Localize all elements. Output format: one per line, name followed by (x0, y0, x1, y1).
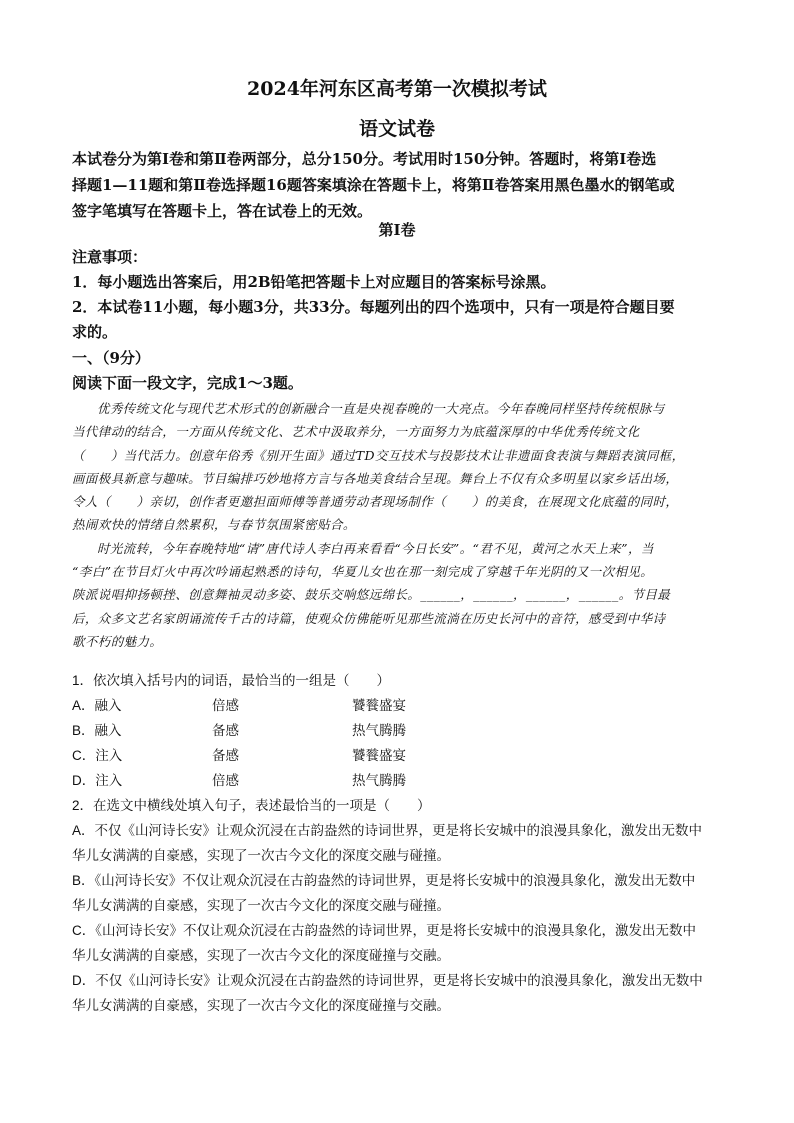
question-2-option-a-cont: 华儿女满满的自豪感，实现了一次古今文化的深度交融与碰撞。 (72, 848, 450, 863)
section-block (72, 346, 722, 396)
passage-line: 优秀传统文化与现代艺术形式的创新融合一直是央视春晚的一大亮点。今年春晚同样坚持传统根脉与 (97, 401, 665, 416)
passage-line: 后，众多文艺名家朗诵流传千古的诗篇，使观众仿佛能听见那些流淌在历史长河中的音符，感受到中华诗 (72, 610, 666, 626)
passage-line: 热闹欢快的情绪自然累积，与春节氛围紧密贴合。 (72, 517, 356, 533)
question-1-stem: 1．依次填入括号内的词语，最恰当的一组是（ ） (72, 673, 391, 688)
notes-block (72, 245, 722, 345)
question-1-option-b[interactable] (72, 718, 724, 743)
option-word-1: B．融入 (72, 723, 122, 738)
passage-line: 时光流转，今年春晚特地“请”唐代诗人李白再来看看“今日长安”。“君不见，黄河之水天上来”，当 (97, 540, 654, 556)
question-2-option-d[interactable]: D．不仅《山河诗长安》让观众沉浸在古韵盎然的诗词世界，更是将长安城中的浪漫具象化，激发出无数中 (72, 973, 703, 988)
option-word-2: 倍感 (212, 698, 239, 713)
passage-line: “李白”在节目灯火中再次吟诵起熟悉的诗句，华夏儿女也在那一刻完成了穿越千年光阴的又一次相见。 (72, 564, 654, 580)
intro-line: 签字笔填写在答题卡上，答在试卷上的无效。 (72, 202, 373, 220)
exam-intro (72, 146, 722, 224)
question-1-option-d[interactable] (72, 768, 724, 793)
question-2-option-c[interactable]: C．《山河诗长安》不仅让观众沉浸在古韵盎然的诗词世界，更是将长安城中的浪漫具象化，激发出无数中 (72, 923, 696, 938)
passage-line: 当代律动的结合，一方面从传统文化、艺术中汲取养分，一方面努力为底蕴深厚的中华优秀传统文化 (72, 424, 640, 440)
option-word-3: 热气腾腾 (352, 723, 406, 738)
part-label: 第Ⅰ卷 (378, 221, 416, 239)
question-2-option-c-cont: 华儿女满满的自豪感，实现了一次古今文化的深度碰撞与交融。 (72, 948, 450, 963)
passage-line: 陕派说唱抑扬顿挫、创意舞袖灵动多姿、鼓乐交响悠远绵长。______，______，______，______。节目最 (72, 587, 671, 603)
option-word-2: 备感 (212, 723, 239, 738)
option-word-1: A．融入 (72, 698, 122, 713)
note-item: 求的。 (72, 323, 118, 341)
passage-line: 画面极具新意与趣味。节目编排巧妙地将方言与各地美食结合呈现。舞台上不仅有众多明星以家乡话出场， (72, 470, 679, 486)
option-word-3: 热气腾腾 (352, 773, 406, 788)
questions-block (72, 668, 724, 1018)
option-word-2: 备感 (212, 748, 239, 763)
note-item: 1．每小题选出答案后，用2B铅笔把答题卡上对应题目的答案标号涂黑。 (72, 273, 556, 291)
question-2-option-d-cont: 华儿女满满的自豪感，实现了一次古今文化的深度碰撞与交融。 (72, 998, 450, 1013)
notes-heading: 注意事项： (72, 248, 148, 266)
section-heading: 一、（9分） (72, 349, 150, 367)
option-word-1: C．注入 (72, 748, 123, 763)
note-item: 2．本试卷11小题，每小题3分，共33分。每题列出的四个选项中，只有一项是符合题目要 (72, 298, 675, 316)
intro-line: 本试卷分为第Ⅰ卷和第Ⅱ卷两部分，总分150分。考试用时150分钟。答题时，将第Ⅰ卷选 (72, 150, 657, 168)
question-2-option-a[interactable]: A．不仅《山河诗长安》让观众沉浸在古韵盎然的诗词世界，更是将长安城中的浪漫具象化，激发出无数中 (72, 823, 703, 838)
intro-line: 择题1—11题和第Ⅱ卷选择题16题答案填涂在答题卡上，将第Ⅱ卷答案用黑色墨水的钢笔或 (72, 176, 675, 194)
exam-subtitle: 语文试卷 (358, 118, 435, 140)
question-2-option-b-cont: 华儿女满满的自豪感，实现了一次古今文化的深度交融与碰撞。 (72, 898, 450, 913)
exam-title: 2024年河东区高考第一次模拟考试 (247, 78, 547, 100)
option-word-3: 饕餮盛宴 (352, 698, 406, 713)
question-2-option-b[interactable]: B．《山河诗长安》不仅让观众沉浸在古韵盎然的诗词世界，更是将长安城中的浪漫具象化，激发出无数中 (72, 873, 696, 888)
section-instruction: 阅读下面一段文字，完成1～3题。 (72, 374, 303, 392)
passage-line: （ ）当代活力。创意年俗秀《别开生面》通过TD交互技术与投影技术让非遗面食表演与舞蹈表演同框， (72, 447, 685, 463)
passage-line: 令人（ ）亲切，创作者更邀担面师傅等普通劳动者现场制作（ ）的美食，在展现文化底蕴的同时， (72, 494, 679, 510)
option-word-3: 饕餮盛宴 (352, 748, 406, 763)
passage-line: 歌不朽的魅力。 (72, 633, 163, 649)
question-1-option-c[interactable] (72, 743, 724, 768)
question-1-option-a[interactable] (72, 693, 724, 718)
reading-passage (72, 397, 724, 653)
option-word-2: 倍感 (212, 773, 239, 788)
question-2-stem: 2．在选文中横线处填入句子，表述最恰当的一项是（ ） (72, 798, 431, 813)
option-word-1: D．注入 (72, 773, 123, 788)
